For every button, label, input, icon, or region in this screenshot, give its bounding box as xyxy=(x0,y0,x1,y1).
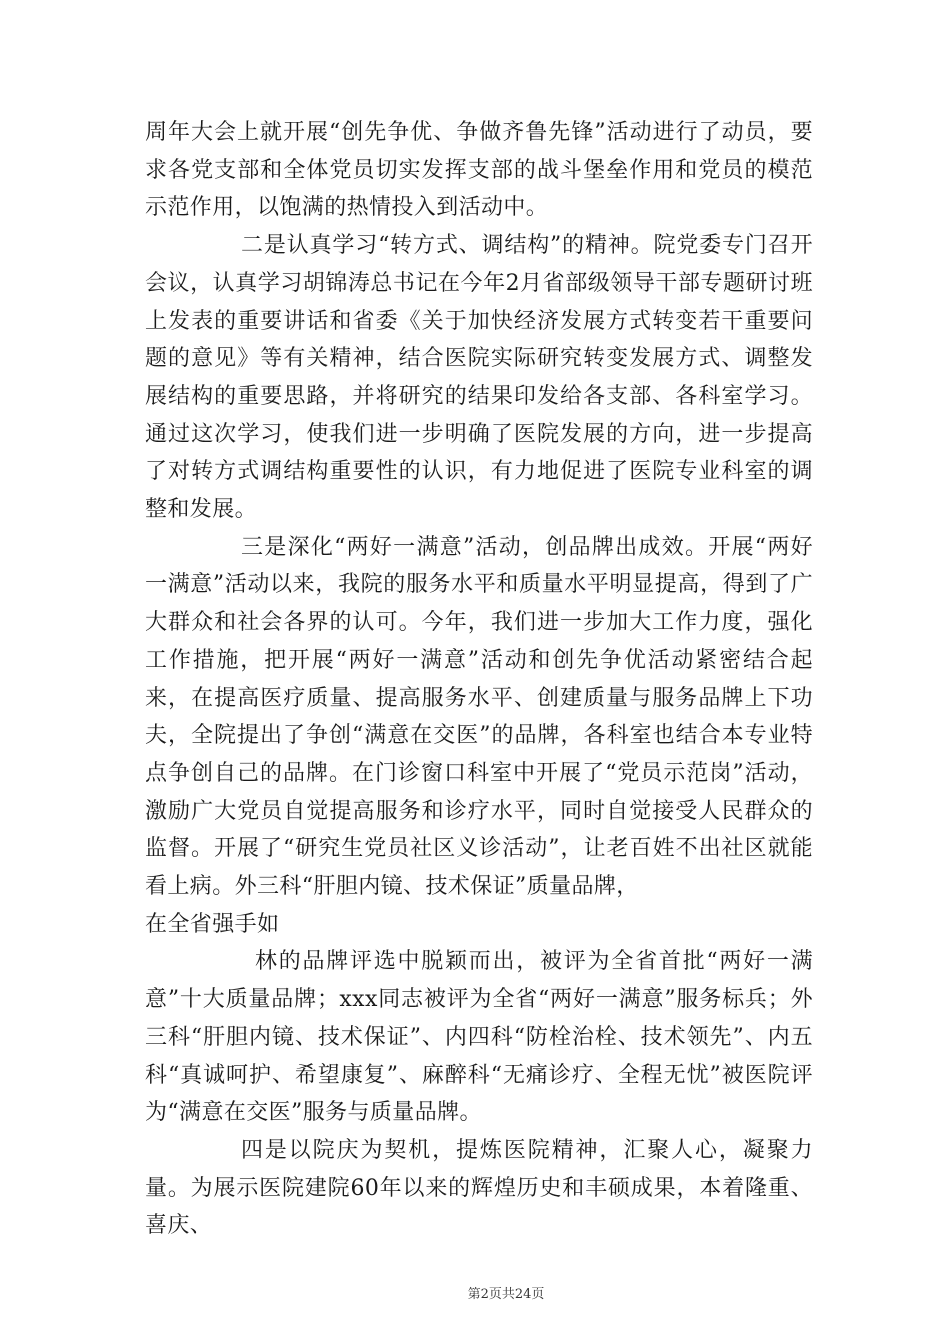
paragraph-continuation: 周年大会上就开展“创先争优、争做齐鲁先锋”活动进行了动员，要求各党支部和全体党员切实发挥支部的战斗堡垒作用和党员的模范示范作用，以饱满的热情投入到活动中。 xyxy=(145,120,813,221)
paragraph-study-spirit: 二是认真学习“转方式、调结构”的精神。院党委专门召开会议，认真学习胡锦涛总书记在今年2月省部级领导干部专题研讨班上发表的重要讲话和省委《关于加快经济发展方式转变若干重要问题的意见》等有关精神，结合医院实际研究转变发展方式、调整发展结构的重要思路，并将研究的结果印发给各支部、各科室学习。通过这次学习，使我们进一步明确了医院发展的方向，进一步提高了对转方式调结构重要性的认识，有力地促进了医院专业科室的调整和发展。 xyxy=(145,233,813,523)
paragraph-two-good-one-satisfied: 三是深化“两好一满意”活动，创品牌出成效。开展“两好一满意”活动以来，我院的服务水平和质量水平明显提高，得到了广大群众和社会各界的认可。今年，我们进一步加大工作力度，强化工作措施，把开展“两好一满意”活动和创先争优活动紧密结合起来，在提高医疗质量、提高服务水平、创建质量与服务品牌上下功夫，全院提出了争创“满意在交医”的品牌，各科室也结合本专业特点争创自己的品牌。在门诊窗口科室中开展了“党员示范岗”活动，激励广大党员自觉提高服务和诊疗水平，同时自觉接受人民群众的监督。开展了“研究生党员社区义诊活动”，让老百姓不出社区就能看上病。外三科“肝胆内镜、技术保证”质量品牌， xyxy=(145,534,813,900)
page-number-footer: 第2页共24页 xyxy=(467,1287,545,1302)
document-body xyxy=(145,114,813,1245)
paragraph-fragment: 在全省强手如 xyxy=(145,911,280,937)
paragraph-anniversary: 四是以院庆为契机，提炼医院精神，汇聚人心，凝聚力量。为展示医院建院60年以来的辉煌历史和丰硕成果，本着隆重、喜庆、 xyxy=(145,1137,813,1239)
paragraph-brand-selection: 林的品牌评选中脱颖而出，被评为全省首批“两好一满意”十大质量品牌；xxx同志被评为全省“两好一满意”服务标兵；外三科“肝胆内镜、技术保证”、内四科“防栓治栓、技术领先”、内五科“真诚呵护、希望康复”、麻醉科“无痛诊疗、全程无忧”被医院评为“满意在交医”服务与质量品牌。 xyxy=(145,949,813,1126)
